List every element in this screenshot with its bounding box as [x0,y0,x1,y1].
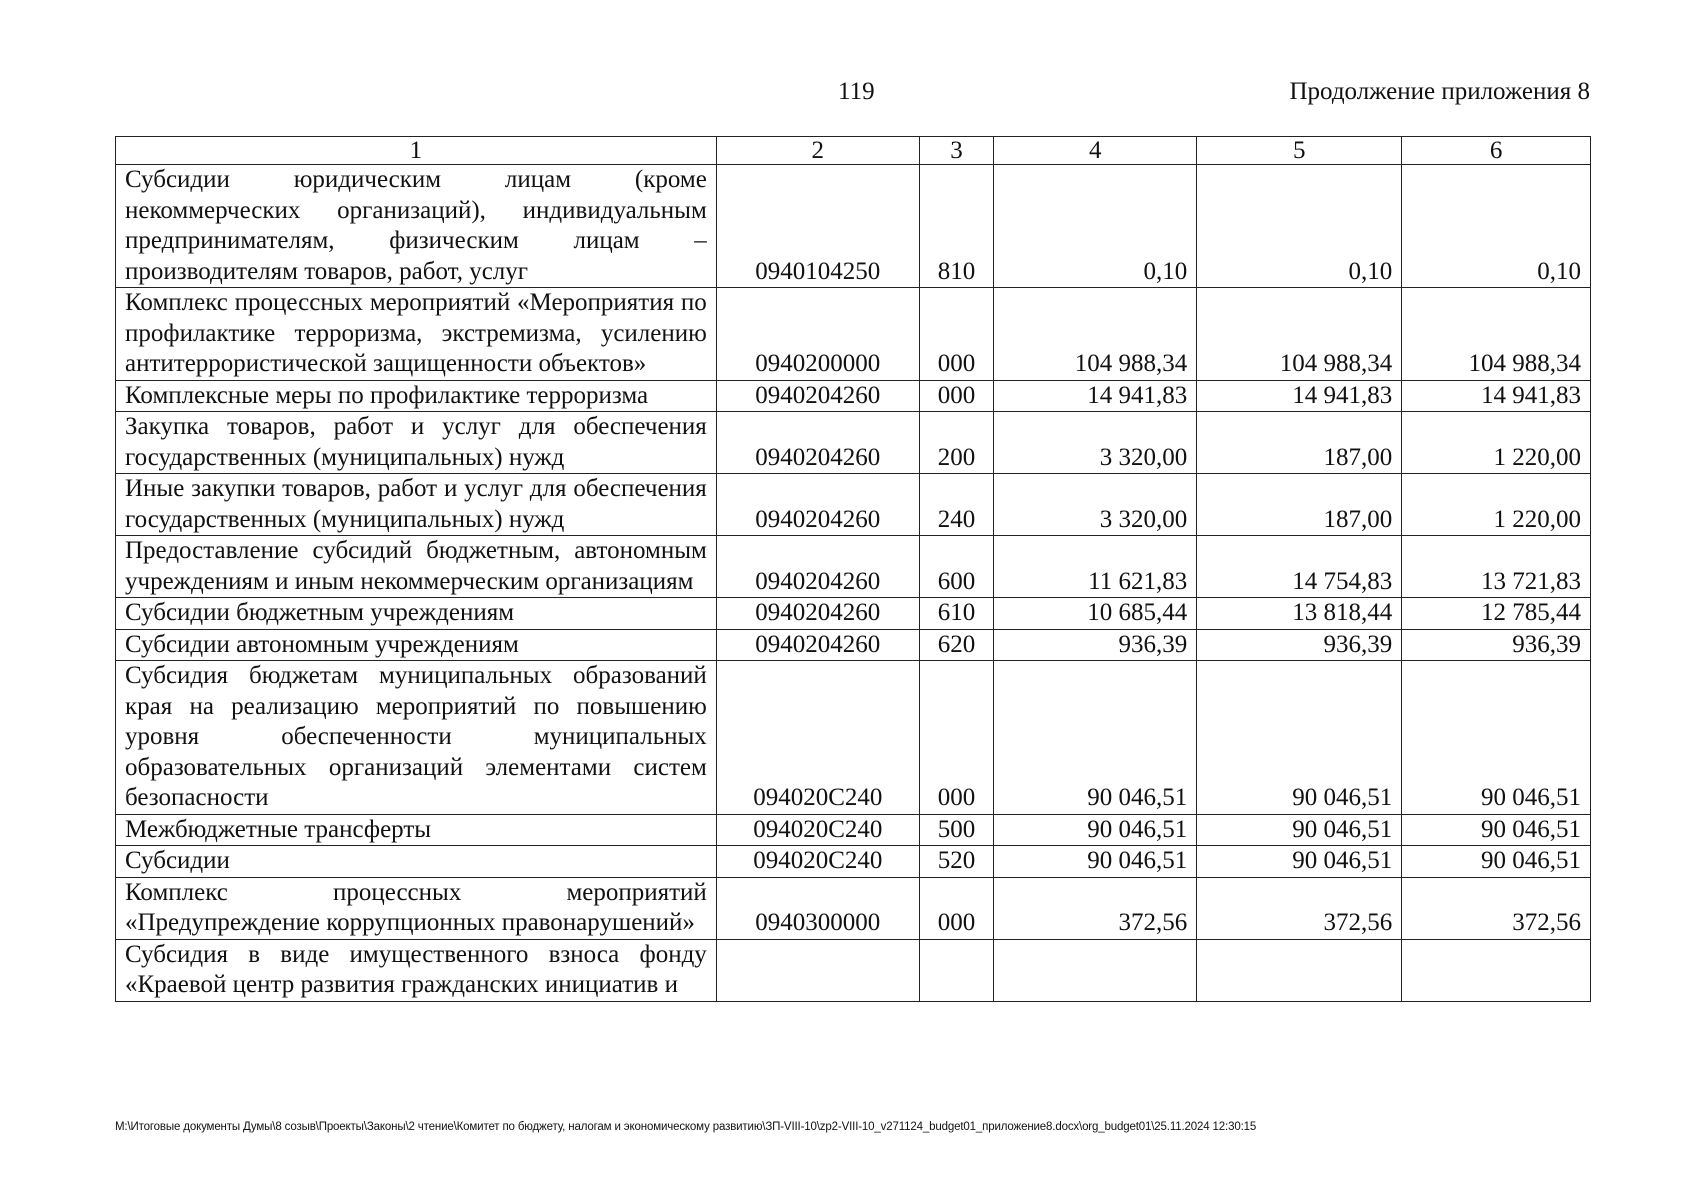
row-name-cell: Субсидии автономным учреждениям [116,629,717,661]
row-amount-col4-cell: 90 046,51 [994,814,1197,846]
row-csr-code-cell: 0940204260 [716,474,919,536]
row-amount-col5-cell: 936,39 [1197,629,1402,661]
row-csr-code-cell: 0940104250 [716,165,919,288]
table-row [116,939,1591,1001]
row-amount-col5-cell: 187,00 [1197,474,1402,536]
row-name-cell: Субсидия в виде имущественного взноса фонду «Краевой центр развития гражданских инициатив и [116,939,717,1001]
row-vr-code-cell: 810 [919,165,993,288]
row-amount-col4-cell: 10 685,44 [994,598,1197,630]
row-amount-col4-cell: 90 046,51 [994,661,1197,815]
column-number-row [116,137,1591,165]
column-header: 3 [919,137,993,165]
table-row [116,814,1591,846]
row-amount-col5-cell: 372,56 [1197,877,1402,939]
column-header: 5 [1197,137,1402,165]
row-amount-col5-cell: 14 941,83 [1197,380,1402,412]
row-amount-col6-cell: 104 988,34 [1402,288,1591,381]
row-csr-code-cell: 094020С240 [716,814,919,846]
column-header: 6 [1402,137,1591,165]
row-amount-col4-cell: 3 320,00 [994,412,1197,474]
table-row [116,629,1591,661]
row-amount-col6-cell: 90 046,51 [1402,661,1591,815]
row-amount-col4-cell: 104 988,34 [994,288,1197,381]
row-amount-col6-cell: 0,10 [1402,165,1591,288]
row-amount-col5-cell: 90 046,51 [1197,846,1402,878]
row-amount-col6-cell [1402,939,1591,1001]
footer-file-path: M:\Итоговые документы Думы\8 созыв\Проекты\Законы\2 чтение\Комитет по бюджету, налогам и экономическому развитию\ЗП-VIII-10\zp2-VIII-10_v271124_budget01_приложение8.docx\org_budget01\25.11.2024 12:30:15 [115,1121,1257,1133]
row-name-cell: Иные закупки товаров, работ и услуг для обеспечения государственных (муниципальных) нужд [116,474,717,536]
row-amount-col6-cell: 90 046,51 [1402,814,1591,846]
row-name-cell: Комплексные меры по профилактике терроризма [116,380,717,412]
row-csr-code-cell: 0940200000 [716,288,919,381]
row-amount-col6-cell: 14 941,83 [1402,380,1591,412]
row-name-cell: Закупка товаров, работ и услуг для обеспечения государственных (муниципальных) нужд [116,412,717,474]
table-row [116,412,1591,474]
row-amount-col6-cell: 13 721,83 [1402,536,1591,598]
row-csr-code-cell: 094020С240 [716,846,919,878]
row-vr-code-cell: 240 [919,474,993,536]
row-vr-code-cell [919,939,993,1001]
table-row [116,877,1591,939]
row-amount-col4-cell: 14 941,83 [994,380,1197,412]
table-row [116,380,1591,412]
row-name-cell: Субсидии юридическим лицам (кроме некоммерческих организаций), индивидуальным предпринимателям, физическим лицам – производителям товаров, работ, услуг [116,165,717,288]
row-amount-col4-cell: 0,10 [994,165,1197,288]
column-header: 4 [994,137,1197,165]
row-amount-col6-cell: 1 220,00 [1402,412,1591,474]
row-amount-col5-cell: 90 046,51 [1197,661,1402,815]
table-row [116,288,1591,381]
row-amount-col4-cell [994,939,1197,1001]
row-vr-code-cell: 610 [919,598,993,630]
row-csr-code-cell: 0940300000 [716,877,919,939]
row-amount-col5-cell [1197,939,1402,1001]
row-amount-col4-cell: 11 621,83 [994,536,1197,598]
row-name-cell: Межбюджетные трансферты [116,814,717,846]
row-name-cell: Предоставление субсидий бюджетным, автономным учреждениям и иным некоммерческим организациям [116,536,717,598]
row-amount-col5-cell: 0,10 [1197,165,1402,288]
row-vr-code-cell: 600 [919,536,993,598]
row-csr-code-cell: 0940204260 [716,629,919,661]
row-amount-col5-cell: 104 988,34 [1197,288,1402,381]
row-name-cell: Комплекс процессных мероприятий «Мероприятия по профилактике терроризма, экстремизма, усилению антитеррористической защищенности объектов» [116,288,717,381]
row-vr-code-cell: 620 [919,629,993,661]
row-vr-code-cell: 000 [919,380,993,412]
column-header: 2 [716,137,919,165]
appendix-title: Продолжение приложения 8 [1289,78,1590,105]
row-csr-code-cell: 0940204260 [716,598,919,630]
row-vr-code-cell: 500 [919,814,993,846]
budget-table [115,136,1591,1002]
page-number: 119 [838,78,875,105]
row-amount-col6-cell: 936,39 [1402,629,1591,661]
table-body [116,165,1591,1002]
table-row [116,661,1591,815]
row-amount-col5-cell: 90 046,51 [1197,814,1402,846]
row-name-cell: Субсидии [116,846,717,878]
row-amount-col5-cell: 14 754,83 [1197,536,1402,598]
row-amount-col6-cell: 372,56 [1402,877,1591,939]
row-amount-col4-cell: 3 320,00 [994,474,1197,536]
row-vr-code-cell: 000 [919,288,993,381]
row-csr-code-cell: 0940204260 [716,380,919,412]
row-amount-col5-cell: 13 818,44 [1197,598,1402,630]
row-vr-code-cell: 520 [919,846,993,878]
row-vr-code-cell: 000 [919,877,993,939]
row-amount-col6-cell: 12 785,44 [1402,598,1591,630]
row-csr-code-cell: 0940204260 [716,536,919,598]
table-row [116,165,1591,288]
table-row [116,474,1591,536]
column-header: 1 [116,137,717,165]
row-amount-col6-cell: 1 220,00 [1402,474,1591,536]
row-vr-code-cell: 000 [919,661,993,815]
row-amount-col4-cell: 372,56 [994,877,1197,939]
row-amount-col4-cell: 936,39 [994,629,1197,661]
row-vr-code-cell: 200 [919,412,993,474]
table-row [116,536,1591,598]
table-row [116,598,1591,630]
row-amount-col4-cell: 90 046,51 [994,846,1197,878]
row-name-cell: Комплекс процессных мероприятий «Предупреждение коррупционных правонарушений» [116,877,717,939]
row-name-cell: Субсидия бюджетам муниципальных образований края на реализацию мероприятий по повышению уровня обеспеченности муниципальных образовательных организаций элементами систем безопасности [116,661,717,815]
row-csr-code-cell: 0940204260 [716,412,919,474]
row-csr-code-cell: 094020С240 [716,661,919,815]
table-row [116,846,1591,878]
row-amount-col6-cell: 90 046,51 [1402,846,1591,878]
row-csr-code-cell [716,939,919,1001]
row-amount-col5-cell: 187,00 [1197,412,1402,474]
row-name-cell: Субсидии бюджетным учреждениям [116,598,717,630]
